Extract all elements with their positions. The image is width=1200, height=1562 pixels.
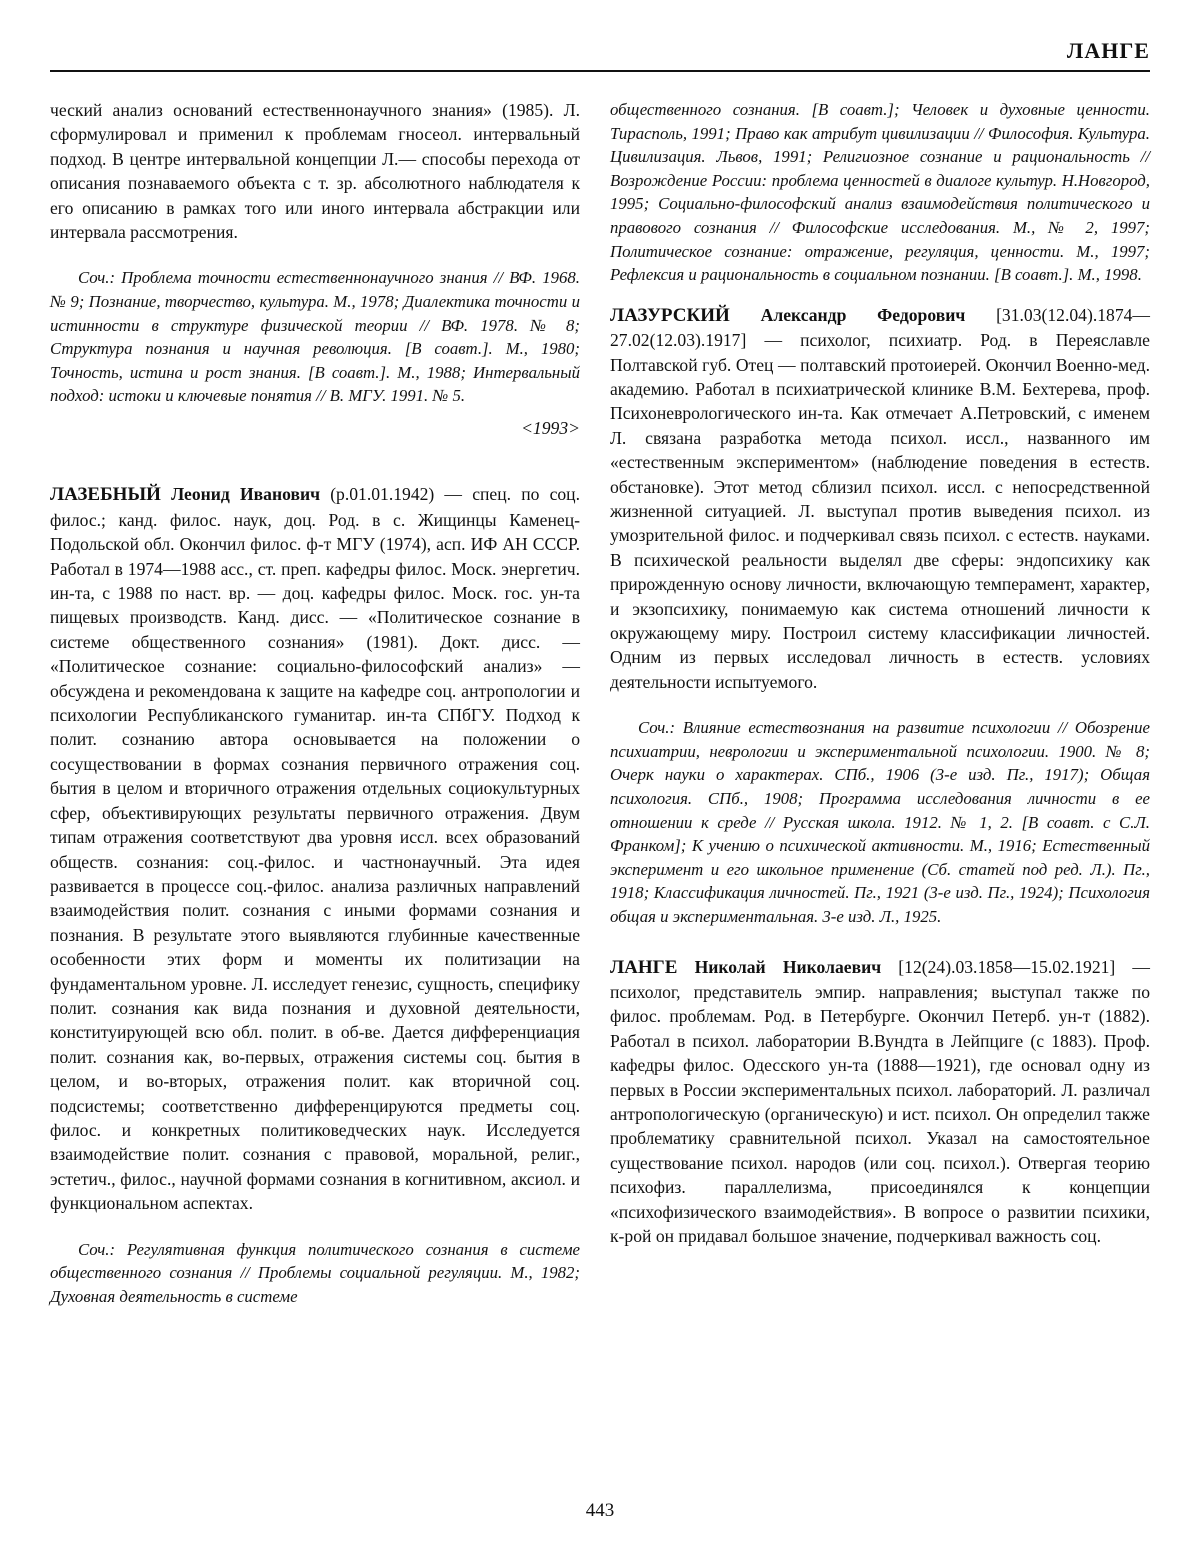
entry-lazursky bbox=[610, 303, 1150, 695]
running-head: ЛАНГЕ bbox=[1066, 38, 1150, 63]
entry-surname: ЛАЗУРСКИЙ bbox=[610, 304, 730, 326]
entry-surname: ЛАЗЕБНЫЙ bbox=[50, 484, 161, 506]
header-rule bbox=[50, 70, 1150, 72]
continued-entry-references: Соч.: Проблема точности естественнонаучного знания // ВФ. 1968. № 9; Познание, творчество, культура. М., 1978; Диалектика точности и истинности в структуре физической теории // ВФ. 1978. № 8; Структура познания и научная революция. [В соавт.]. М., 1980; Точность, истина и рост знания. [В соавт.]. М., 1988; Интервальный подход: истоки и ключевые понятия // В. МГУ. 1991. № 5. bbox=[50, 268, 580, 406]
entry-body: [12(24).03.1858—15.02.1921] — психолог, представитель эмпир. направления; выступал также по филос. проблемам. Род. в Петербурге. Окончил Петерб. ун-т (1882). Работал в психол. лаборатории В.Вундта в Лейпциге (с 1883). Проф. кафедры филос. Одесского ун-та (1888—1921), где основал одну из первых в России экспериментальных психол. лабораторий. Л. различал антропологическую (органическую) и ист. психол. Он определил также проблематику сравнительной психол. Указал на самостоятельное существование психол. народов (или соц. психол.). Отвергая теорию психофиз. параллелизма, присоединялся к концепции «психофизического взаимодействия». В вопросе о развитии психики, к-рой он придавал большое значение, подчеркивал важность соц. bbox=[610, 956, 1151, 1247]
entry-lazebny bbox=[50, 482, 580, 1215]
right-column bbox=[610, 98, 1150, 1248]
left-column bbox=[50, 98, 580, 1308]
continued-references: общественного сознания. [В соавт.]; Человек и духовные ценности. Тирасполь, 1991; Право как атрибут цивилизации // Философия. Культура. Цивилизация. Львов, 1991; Религиозное сознание и рациональность // Возрождение России: проблема ценностей в диалоге культур. Н.Новгород, 1995; Социально-философский анализ взаимодействия политического и правового сознания // Философские исследования. М., № 2, 1997; Политическое сознание: отражение, регуляция, ценности. М., 1997; Рефлексия и рациональность в социальном познании. [В соавт.]. М., 1998. bbox=[610, 100, 1150, 285]
entry-surname: ЛАНГЕ bbox=[610, 956, 678, 978]
continued-entry-text: ческий анализ оснований естественнонаучного знания» (1985). Л. сформулировал и применил к проблемам гносеол. интервальный подход. В центре интервальной концепции Л.— способы перехода от описания познаваемого объекта с т. зр. абсолютного наблюдателя к его описанию в рамках того или иного интервала абстракции или интервала рассмотрения. bbox=[50, 100, 580, 243]
entry-body: (р.01.01.1942) — спец. по соц. филос.; канд. филос. наук, доц. Род. в с. Жищинцы Каменец-Подольской обл. Окончил филос. ф-т МГУ (1974), асп. ИФ АН СССР. Работал в 1974—1988 асс., ст. преп. кафедры филос. Моск. энергетич. ин-та, с 1988 по наст. вр. — доц. кафедры филос. Моск. гос. ун-та пищевых производств. Канд. дисс. — «Политическое сознание в системе общественного сознания» (1981). Докт. дисс. — «Политическое сознание: социально-философский анализ» — обсуждена и рекомендована к защите на кафедре соц. антропологии и психологии Республиканского гуманитар. ин-та СПбГУ. Подход к полит. сознанию автора основывается на положении о сосуществовании в формах сознания первичного отражения соц. бытия в целом и вторичного отражения отдельных социокультурных сфер, объективирующих результаты первичного отражения. Двум типам отражения соответствуют два уровня иссл. всех образований обществ. сознания: соц.-филос. и частнонаучный. Эта идея развивается в процессе соц.-филос. анализа различных направлений взаимодействия полит. сознания с иными формами сознания и познания. В результате этого выявляются глубинные качественные особенности этих форм и моменты их политизации на фундаментальном уровне. Л. исследует генезис, сущность, специфику полит. сознания как вида познания и духовной деятельности, конституирующей всю обл. полит. в об-ве. Дается дифференциация полит. сознания как, во-первых, отражения системы соц. бытия в целом, и во-вторых, отражения полит. как вторичной соц. подсистемы; соответственно дифференцируются предметы соц. филос. и конкретных политиковедческих наук. Исследуется взаимодействие полит. сознания с правовой, моральной, религ., эстетич., филос., научной формами сознания в когнитивном, аксиол. и функциональном аспектах. bbox=[50, 484, 580, 1214]
entry-given-names: Николай Николаевич bbox=[694, 956, 882, 977]
entry-lange bbox=[610, 955, 1150, 1249]
entry-references: Соч.: Влияние естествознания на развитие психологии // Обозрение психиатрии, неврологии и экспериментальной психологии. 1900. № 8; Очерк науки о характерах. СПб., 1906 (3-е изд. Пг., 1917); Общая психология. СПб., 1908; Программа исследования личности в ее отношении к среде // Русская школа. 1912. № 1, 2. [В соавт. с С.Л. Франком]; К учению о психической активности. М., 1916; Естественный эксперимент и его школьное применение (Сб. статей под ред. Л.). Пг., 1918; Классификация личностей. Пг., 1921 (3-е изд. Пг., 1924); Психология общая и экспериментальная. 3-е изд. Л., 1925. bbox=[610, 718, 1150, 926]
entry-references: Соч.: Регулятивная функция политического сознания в системе общественного сознания // Проблемы социальной регуляции. М., 1982; Духовная деятельность в системе bbox=[50, 1239, 580, 1306]
entry-given-names: Леонид Иванович bbox=[171, 484, 321, 505]
entry-signature: <1993> bbox=[521, 418, 580, 438]
entry-given-names: Александр Федорович bbox=[760, 304, 966, 325]
entry-body: [31.03(12.04).1874—27.02(12.03).1917] — психолог, психиатр. Род. в Переяславле Полтавской губ. Отец — полтавский протоиерей. Окончил Военно-мед. академию. Работал в психиатрической клинике В.М. Бехтерева, проф. Психоневрологического ин-та. Как отмечает А.Петровский, с именем Л. связана разработка метода психол. иссл., названного им «естественным экспериментом» (наблюдение поведения в естеств. обстановке). Этот метод сблизил психол. иссл. с непосредственной жизненной ситуацией. Л. выступал против выведения психол. из умозрительной филос. и подчеркивал связь психол. с естеств. науками. В психической реальности выделял две сферы: эндопсихику как прирожденную основу личности, включающую темперамент, характер, и экзопсихику, понимаемую как система отношений личности к окружающему миру. Построил систему классификации личностей. Одним из первых исследовал личность в естеств. условиях деятельности испытуемого. bbox=[610, 304, 1151, 692]
page-number: 443 bbox=[585, 1500, 615, 1521]
